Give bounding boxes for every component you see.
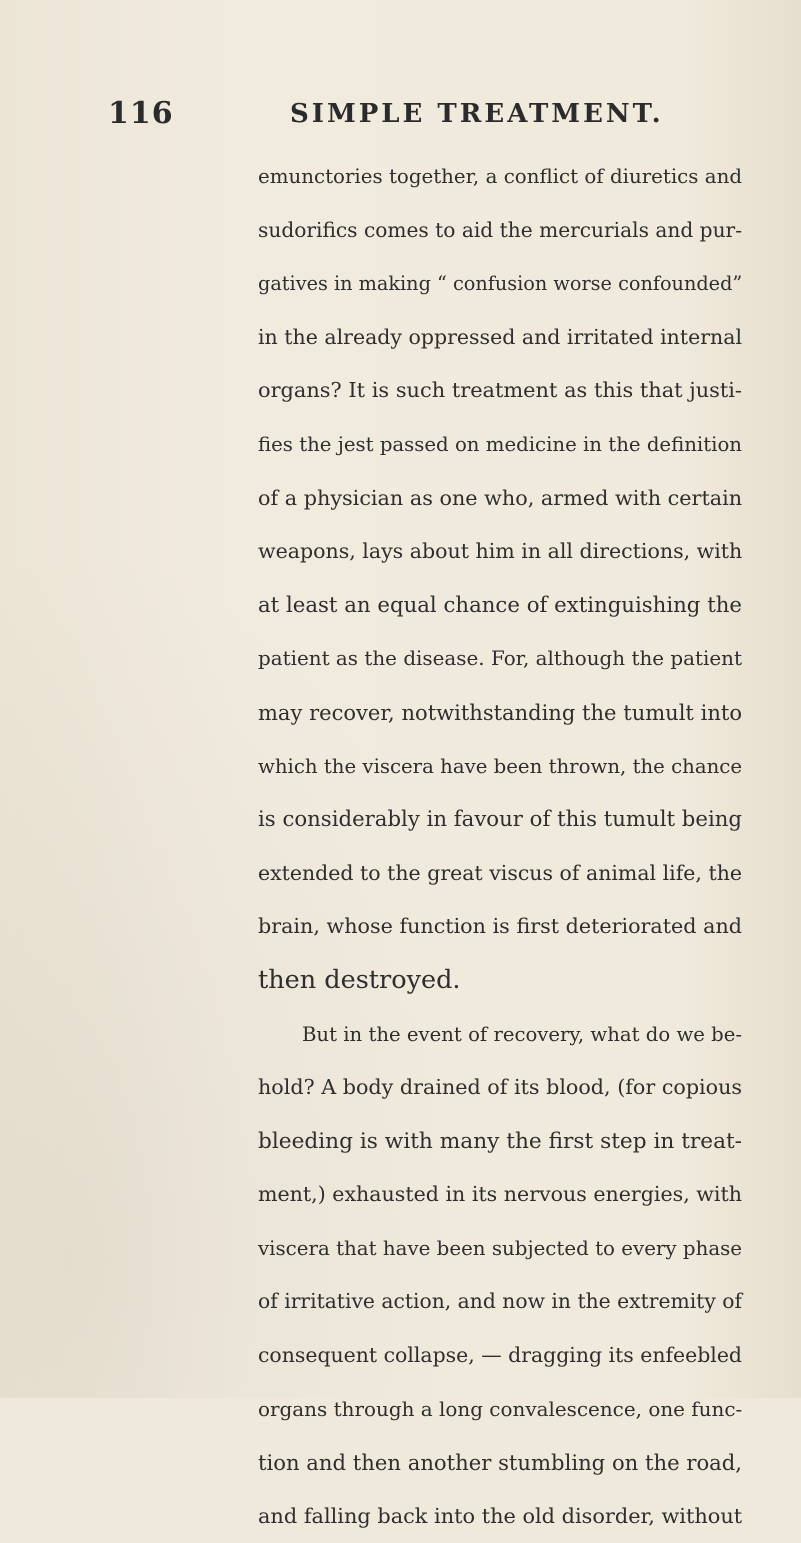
text-line: gatives in making “ confusion worse confounded” (258, 257, 742, 311)
text-line: extended to the great viscus of animal life, the (258, 847, 742, 901)
running-head (0, 96, 801, 136)
text-line: hold? A body drained of its blood, (for copious (258, 1061, 742, 1115)
paragraph-2 (258, 1008, 742, 1543)
text-line: fies the jest passed on medicine in the definition (258, 418, 742, 472)
page-number: 116 (108, 96, 174, 131)
text-line: brain, whose function is first deteriorated and (258, 900, 742, 954)
text-line: emunctories together, a conflict of diuretics and (258, 150, 742, 204)
text-line: at least an equal chance of extinguishing the (258, 579, 742, 633)
text-line: patient as the disease. For, although the patient (258, 632, 742, 686)
text-line: viscera that have been subjected to every phase (258, 1222, 742, 1276)
text-line: then destroyed. (258, 954, 742, 1008)
text-line: is considerably in favour of this tumult being (258, 793, 742, 847)
text-line: sudorifics comes to aid the mercurials and pur- (258, 204, 742, 258)
text-line: But in the event of recovery, what do we be- (258, 1008, 742, 1062)
text-line: ment,) exhausted in its nervous energies, with (258, 1168, 742, 1222)
text-line: organs through a long convalescence, one func- (258, 1383, 742, 1437)
paragraph-1 (258, 150, 742, 1008)
text-line: of irritative action, and now in the extremity of (258, 1275, 742, 1329)
text-line: consequent collapse, — dragging its enfeebled (258, 1329, 742, 1383)
text-line: in the already oppressed and irritated internal (258, 311, 742, 365)
text-line: and falling back into the old disorder, without (258, 1490, 742, 1543)
body-text (258, 150, 742, 1543)
text-line: tion and then another stumbling on the road, (258, 1436, 742, 1490)
text-line: weapons, lays about him in all directions, with (258, 525, 742, 579)
text-line: which the viscera have been thrown, the chance (258, 740, 742, 794)
text-line: may recover, notwithstanding the tumult into (258, 686, 742, 740)
text-line: of a physician as one who, armed with certain (258, 472, 742, 526)
text-line: organs? It is such treatment as this that justi- (258, 364, 742, 418)
text-line: bleeding is with many the first step in treat- (258, 1115, 742, 1169)
running-title: SIMPLE TREATMENT. (290, 99, 664, 129)
